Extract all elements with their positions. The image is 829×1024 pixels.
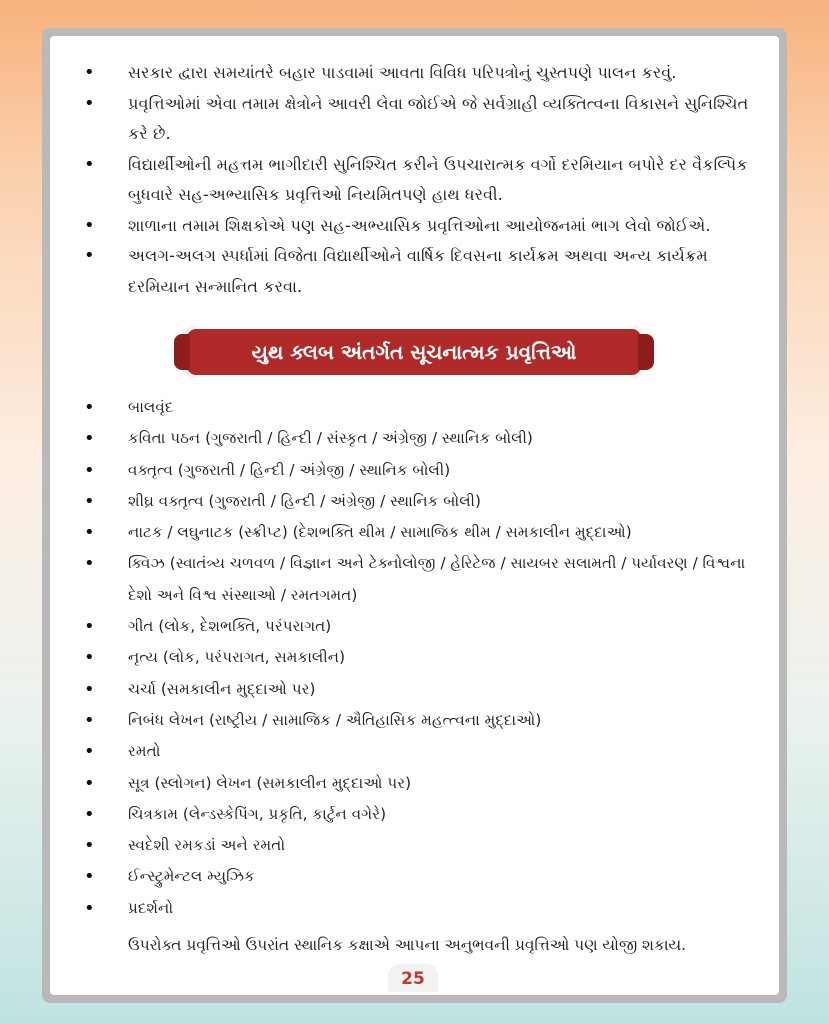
list-item: • સ્વદેશી રમકડાં અને રમતો (84, 830, 764, 861)
list-item: • બાલવૃંદ (84, 392, 764, 423)
list-item: • નૃત્ય (લોક, પરંપરાગત, સમકાલીન) (84, 642, 764, 673)
guidelines-list (84, 58, 764, 302)
list-item: • સૂત્ર (સ્લોગન) લેખન (સમકાલીન મુદ્દાઓ પર) (84, 768, 764, 799)
list-item: • ક્વિઝ (સ્વાતંત્ર્ય ચળવળ / વિજ્ઞાન અને ટેક્નોલોજી / હેરિટેજ / સાયબર સલામતી / પર્યાવરણ / વિશ્વના દેશો અને વિશ્વ સંસ્થાઓ / રમતગમત) (84, 548, 764, 611)
list-item: • કવિતા પઠન (ગુજરાતી / હિન્દી / સંસ્કૃત / અંગ્રેજી / સ્થાનિક બોલી) (84, 423, 764, 454)
list-item: • નાટક / લઘુનાટક (સ્ક્રીપ્ટ) (દેશભક્તિ થીમ / સામાજિક થીમ / સમકાલીન મુદ્દાઓ) (84, 517, 764, 548)
list-item: • શાળાના તમામ શિક્ષકોએ પણ સહ-અભ્યાસિક પ્રવૃત્તિઓના આયોજનમાં ભાગ લેવો જોઈએ. (84, 211, 764, 242)
list-item: • પ્રદર્શનો (84, 893, 764, 924)
list-item: • શીઘ્ર વક્તૃત્વ (ગુજરાતી / હિન્દી / અંગ્રેજી / સ્થાનિક બોલી) (84, 486, 764, 517)
list-item: • વિદ્યાર્થીઓની મહત્તમ ભાગીદારી સુનિશ્ચિત કરીને ઉપચારાત્મક વર્ગો દરમિયાન બપોરે દર વૈકલ્પિક બુધવારે સહ-અભ્યાસિક પ્રવૃત્તિઓ નિયમિતપણે હાથ ધરવી. (84, 150, 764, 211)
list-item: • સરકાર દ્વારા સમયાંતરે બહાર પાડવામાં આવતા વિવિધ પરિપત્રોનું ચુસ્તપણે પાલન કરવું. (84, 58, 764, 89)
list-item: • ઈન્સ્ટ્રુમેન્ટલ મ્યુઝિક (84, 861, 764, 892)
page-number: 25 (388, 964, 438, 992)
activities-list (84, 392, 764, 924)
list-item: • નિબંધ લેખન (રાષ્ટ્રીય / સામાજિક / ઐતિહાસિક મહત્ત્વના મુદ્દાઓ) (84, 705, 764, 736)
list-item: • ગીત (લોક, દેશભક્તિ, પરંપરાગત) (84, 611, 764, 642)
list-item: • રમતો (84, 736, 764, 767)
list-item: • અલગ-અલગ સ્પર્ધામાં વિજેતા વિદ્યાર્થીઓને વાર્ષિક દિવસના કાર્યક્રમ અથવા અન્ય કાર્યક્રમ દરમિયાન સન્માનિત કરવા. (84, 241, 764, 302)
section-heading: યુથ ક્લબ અંતર્ગત સૂચનાત્મક પ્રવૃત્તિઓ (251, 340, 577, 364)
list-item: • પ્રવૃત્તિઓમાં એવા તમામ ક્ષેત્રોને આવરી લેવા જોઈએ જે સર્વગ્રાહી વ્યક્તિત્વના વિકાસને સુનિશ્ચિત કરે છે. (84, 89, 764, 150)
section-heading-banner (184, 326, 644, 378)
list-item: • ચિત્રકામ (લેન્ડસ્કેપિંગ, પ્રકૃતિ, કાર્ટુન વગેરે) (84, 799, 764, 830)
list-item: • વક્તૃત્વ (ગુજરાતી / હિન્દી / અંગ્રેજી / સ્થાનિક બોલી) (84, 455, 764, 486)
footer-note: ઉપરોક્ત પ્રવૃત્તિઓ ઉપરાંત સ્થાનિક કક્ષાએ આપના અનુભવની પ્રવૃત્તિઓ પણ યોજી શકાય. (128, 936, 687, 954)
list-item: • ચર્ચા (સમકાલીન મુદ્દાઓ પર) (84, 674, 764, 705)
